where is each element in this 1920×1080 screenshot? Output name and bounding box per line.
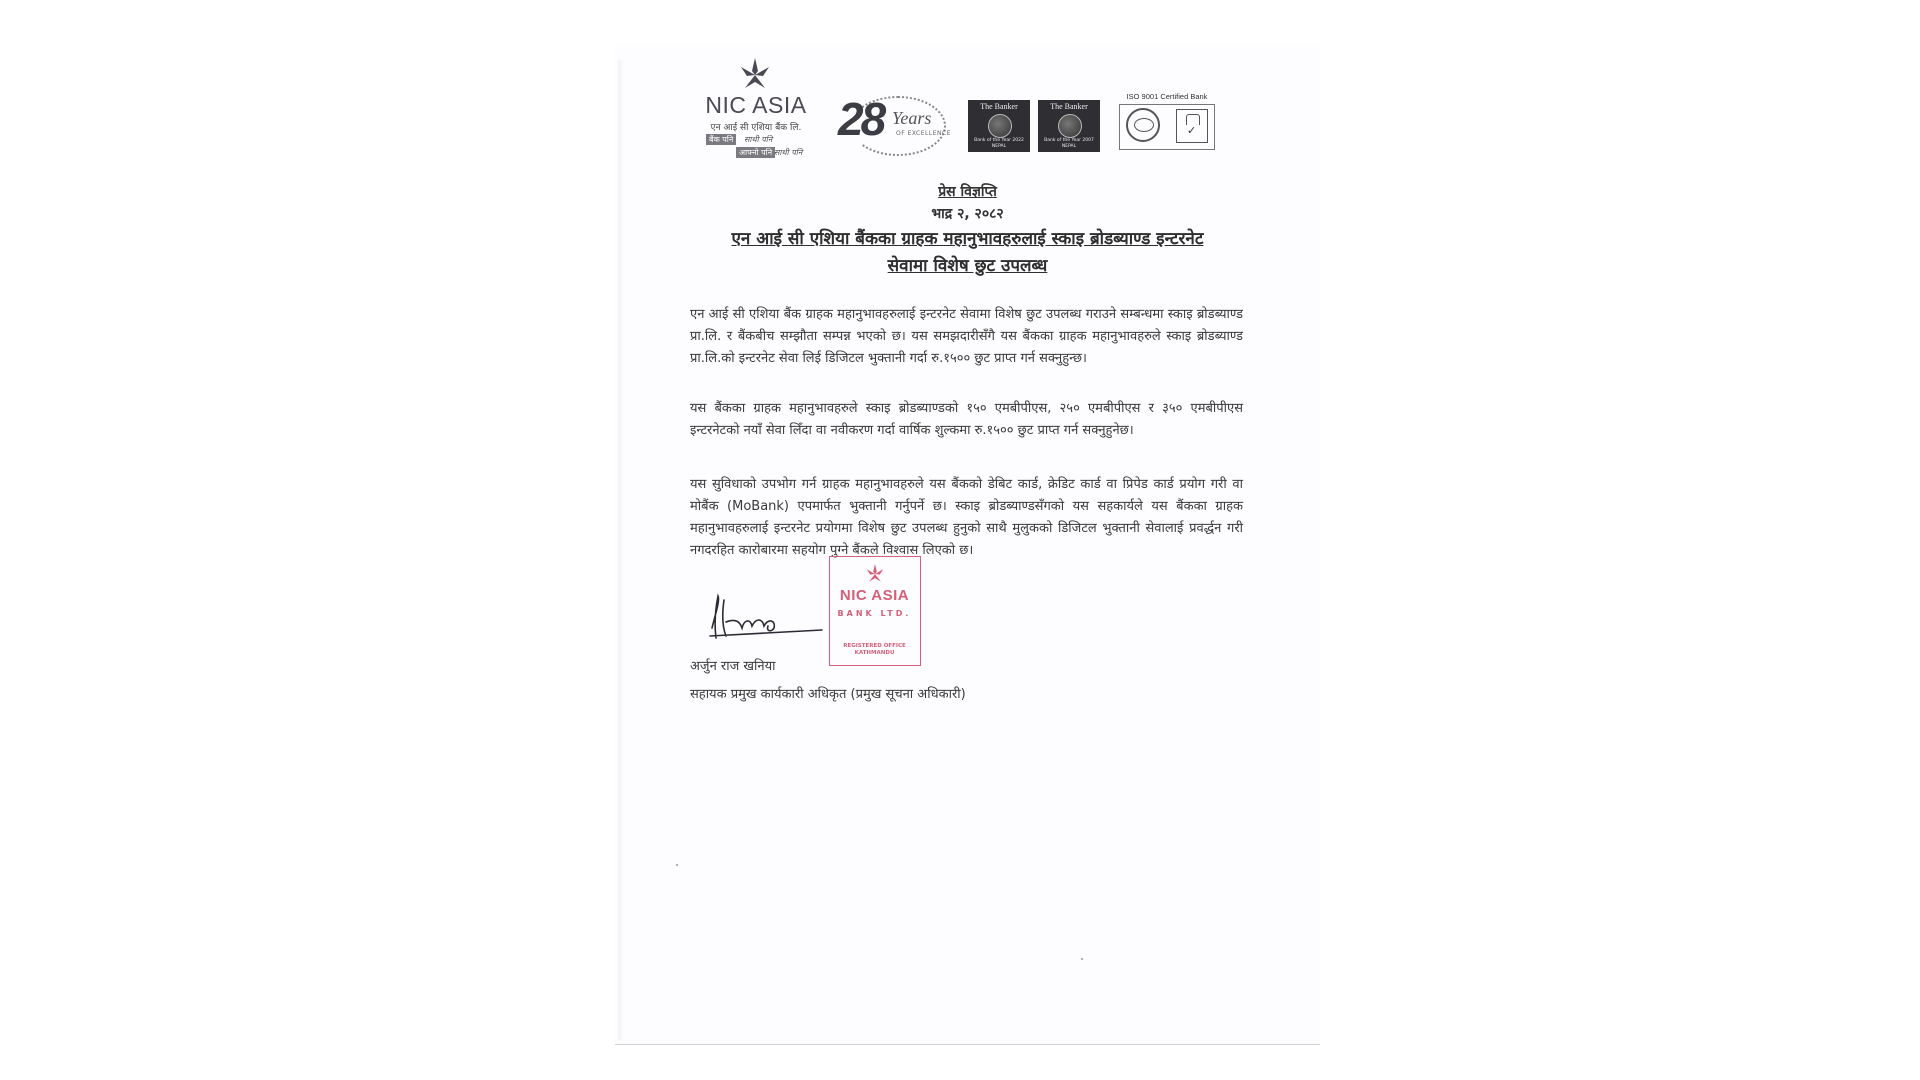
- stamp-bank-name: NIC ASIA: [839, 587, 910, 604]
- anniversary-word: Years: [892, 108, 932, 128]
- bank-stamp: [829, 556, 921, 666]
- body-paragraph-1: एन आई सी एशिया बैंक ग्राहक महानुभावहरुलाई इन्टरनेट सेवामा विशेष छुट उपलब्ध गराउने सम्बन्धमा स्काइ ब्रोडब्याण्ड प्रा.लि. र बैंकबीच सम्झौता सम्पन्न भएको छ। यस समझदारीसँगै यस बैंकका ग्राहक महानुभावहरुले स्काइ ब्रोडब्याण्ड प्रा.लि.को इन्टरनेट सेवा लिई डिजिटल भुक्तानी गर्दा रु.१५०० छुट प्राप्त गर्न सक्नुहुन्छ।: [690, 307, 1243, 366]
- banker-award-caption: Bank of the Year 2007 NEPAL: [1044, 138, 1094, 149]
- logo-wordmark: NIC ASIA: [705, 92, 807, 118]
- banker-award-caption: Bank of the Year 2022 NEPAL: [974, 138, 1024, 149]
- headline-line-1: एन आई सी एशिया बैंकका ग्राहक महानुभावहरुलाई स्काइ ब्रोडब्याण्ड इन्टरनेट: [731, 229, 1204, 249]
- body-paragraph-2: यस बैंकका ग्राहक महानुभावहरुले स्काइ ब्रोडब्याण्डको १५० एमबीपीएस, २५० एमबीपीएस र ३५० एमबीपीएस इन्टरनेटको नयाँ सेवा लिँदा वा नवीकरण गर्दा वार्षिक शुल्कमा रु.१५०० छुट प्राप्त गर्न सक्नुहुनेछ।: [690, 401, 1243, 438]
- stamp-office-line-1: REGISTERED OFFICE: [843, 643, 906, 649]
- ukas-icon: ✓: [1176, 109, 1208, 143]
- banker-award-title: The Banker: [1050, 102, 1088, 111]
- logo-tagline-2a: आफ्नो पनि: [736, 147, 775, 158]
- iso-certification: [1117, 92, 1217, 154]
- logo-tagline-1a: बैंक पनि: [706, 134, 736, 145]
- scan-speck: [676, 864, 678, 866]
- iso-badge-box: [1119, 104, 1215, 150]
- stamp-star-icon: [862, 563, 888, 585]
- stamp-office: [830, 643, 919, 657]
- iso-title: ISO 9001 Certified Bank: [1126, 92, 1208, 101]
- scan-speck: [1081, 958, 1083, 960]
- press-release-date: भाद्र २, २०८२: [931, 206, 1004, 222]
- banker-award-title: The Banker: [980, 102, 1018, 111]
- signer-name: अर्जुन राज खनिया: [690, 659, 776, 674]
- anniversary-number: 28: [838, 93, 884, 145]
- logo-tagline-1b: साथी पनि: [744, 135, 773, 144]
- iso-seal-icon: [1126, 108, 1160, 142]
- headline-line-2: सेवामा विशेष छुट उपलब्ध: [887, 256, 1048, 276]
- nic-asia-logo: [700, 58, 812, 158]
- banker-award-2007: [1038, 100, 1100, 152]
- body-paragraph-3: यस सुविधाको उपभोग गर्न ग्राहक महानुभावहरुले यस बैंकको डेबिट कार्ड, क्रेडिट कार्ड वा प्रिपेड कार्ड प्रयोग गरी वा मोबैंक (MoBank) एपमार्फत भुक्तानी गर्नुपर्ने छ। स्काइ ब्रोडब्याण्डसँगको यस सहकार्यले यस बैंकका ग्राहक महानुभावहरुलाई इन्टरनेट प्रयोगमा विशेष छुट उपलब्ध हुनुको साथै मुलुकको डिजिटल भुक्तानी सेवालाई प्रवर्द्धन गरी नगदरहित कारोबारमा सहयोग पुग्ने बैंकले विश्वास लिएको छ।: [690, 477, 1243, 558]
- logo-native-name: एन आई सी एशिया बैंक लि.: [710, 123, 802, 133]
- globe-icon: [1058, 114, 1082, 138]
- press-release-headline: [615, 226, 1320, 280]
- signer-title: सहायक प्रमुख कार्यकारी अधिकृत (प्रमुख सूचना अधिकारी): [690, 687, 966, 702]
- logo-tagline-2b: साथी पनि: [774, 148, 803, 157]
- stamp-ltd: BANK LTD.: [837, 609, 912, 618]
- globe-icon: [988, 114, 1012, 138]
- anniversary-badge: [838, 92, 953, 157]
- press-release-label: प्रेस विज्ञप्ति: [938, 184, 997, 200]
- anniversary-subtitle: OF EXCELLENCE: [896, 130, 951, 137]
- star-logo-icon: [733, 58, 777, 92]
- banker-award-2022: [968, 100, 1030, 152]
- stamp-office-line-2: KATHMANDU: [854, 650, 895, 656]
- handwritten-signature: [706, 592, 826, 648]
